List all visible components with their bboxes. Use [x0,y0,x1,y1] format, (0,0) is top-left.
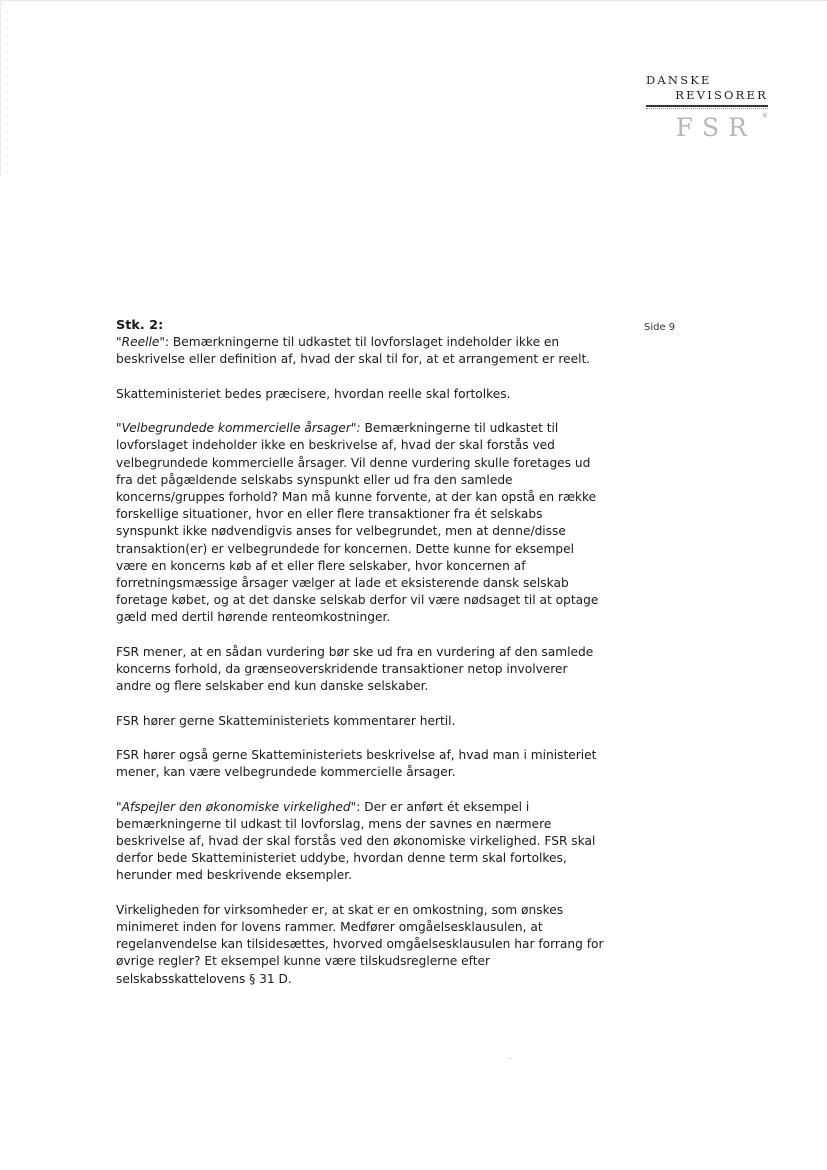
paragraph-reelle [116,334,606,368]
logo-fsr-mark: FSR [675,113,756,142]
paragraph-reelle-text: : Bemærkningerne til udkastet til lovforslaget indeholder ikke en beskrivelse eller definition af, hvad der skal til for, at et arrangement er reelt. [116,335,591,367]
paragraph-virkeligheden: Virkeligheden for virksomheder er, at skat er en omkostning, som ønskes minimeret inden for lovens rammer. Medfører omgåelsesklausulen, at regelanvendelse kan tilsidesættes, hvorved omgåelsesklausulen har forrang for øvrige regler? Et eksempel kunne være tilskudsreglerne efter selskabsskattelovens § 31 D. [116,902,604,986]
logo-rule [646,105,768,107]
paragraph-afspejler-text: : Der er anført ét eksempel i bemærkningerne til udkast til lovforslag, mens der savnes en nærmere beskrivelse af, hvad der skal forstås ved den økonomiske virkelighed. FSR skal derfor bede Skatteministeriet uddybe, hvordan denne term skal fortolkes, herunder med beskrivende eksempler. [116,799,596,883]
page-edge-top [0,0,827,2]
paragraph-velbegrundede [116,420,606,626]
paragraph-fsr-mener: FSR mener, at en sådan vurdering bør ske ud fra en vurdering af den samlede koncerns forhold, da grænseoverskridende transaktioner netop involverer andre og flere selskaber end kun danske selskaber. [116,644,594,694]
term-afspejler: "Afspejler den økonomiske virkelighed" [116,799,357,814]
term-reelle: "Reelle" [116,335,165,350]
scan-speck [509,1058,511,1059]
logo-line-danske: DANSKE [646,73,712,87]
paragraph-afspejler [116,799,606,885]
term-velbegrundede: "Velbegrundede kommercielle årsager": [116,421,361,436]
page-edge-left [0,0,2,175]
paragraph-velbegrundede-text: Bemærkningerne til udkastet til lovforslaget indeholder ikke en beskrivelse af, hvad der skal forstås ved velbegrundede kommercielle årsager. Vil denne vurdering skulle foretages ud fra det pågældende selskabs synspunkt eller ud fra den samlede koncerns/gruppes forhold? Man må kunne forvente, at der kan opstå en række forskellige situationer, hvor en eller flere transaktioner fra ét selskabs synspunkt ikke nødvendigvis anses for velbegrundet, men at denne/disse transaktion(er) er velbegrundede for koncernen. Dette kunne for eksempel være en koncerns køb af et eller flere selskaber, hvor koncernen af forretningsmæssige årsager vælger at lade et eksisterende dansk selskab foretage købet, og at det danske selskab derfor vil være nødsaget til at optage gæld med dertil hørende renteomkostninger. [116,421,599,625]
logo-star-icon: * [761,111,768,126]
fsr-logo [640,73,770,143]
paragraph-fortolkning: Skatteministeriet bedes præcisere, hvordan reelle skal fortolkes. [116,386,511,401]
document-body [116,317,606,1005]
paragraph-kommentarer: FSR hører gerne Skatteministeriets kommentarer hertil. [116,713,456,728]
section-heading: Stk. 2: [116,318,164,333]
page-number: Side 9 [644,322,676,333]
logo-rule-dotted [646,108,768,110]
logo-line-revisorer: REVISORER [675,88,768,102]
paragraph-beskrivelse: FSR hører også gerne Skatteministeriets beskrivelse af, hvad man i ministeriet mener, kan være velbegrundede kommercielle årsager. [116,748,597,780]
